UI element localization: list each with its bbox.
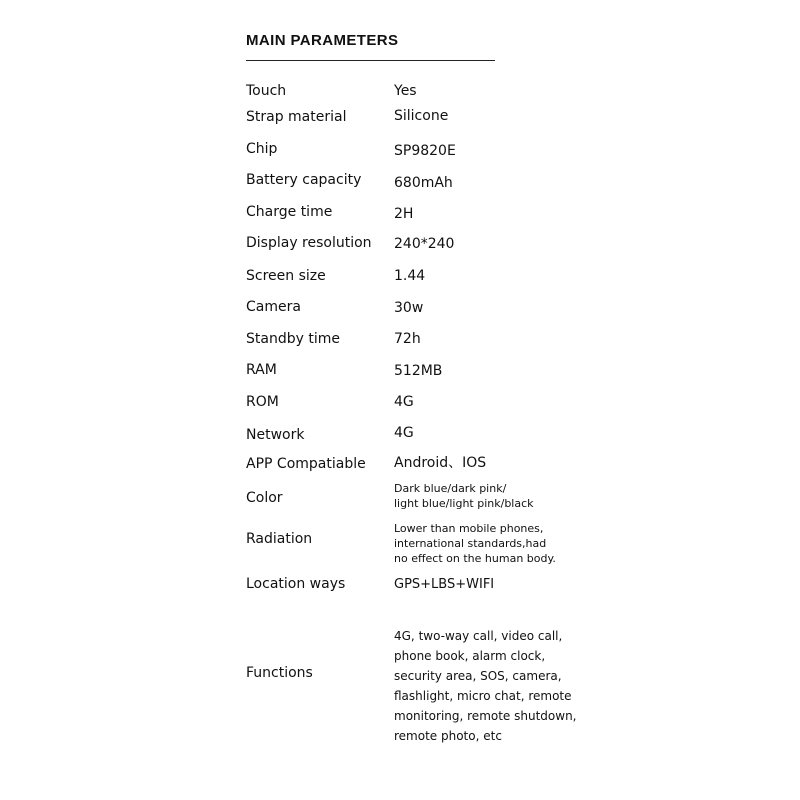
param-value: 680mAh — [394, 175, 453, 191]
param-label: Screen size — [246, 268, 326, 284]
param-label: Standby time — [246, 331, 340, 347]
page-title: MAIN PARAMETERS — [246, 32, 399, 49]
param-value-multiline — [394, 521, 556, 566]
param-value: SP9820E — [394, 143, 456, 159]
param-value: Android、IOS — [394, 455, 487, 471]
param-label: Touch — [246, 83, 287, 99]
param-label: Strap material — [246, 109, 347, 125]
param-value: 240*240 — [394, 236, 455, 252]
param-value: 72h — [394, 331, 421, 347]
param-label: APP Compatiable — [246, 456, 366, 472]
param-value: Yes — [394, 83, 417, 99]
param-value: 4G — [394, 425, 414, 441]
param-value: 512MB — [394, 363, 443, 379]
param-value-line: flashlight, micro chat, remote — [394, 689, 572, 703]
param-value: GPS+LBS+WIFI — [394, 577, 495, 592]
param-label: ROM — [246, 394, 279, 410]
param-value-line: international standards,had — [394, 537, 547, 550]
param-label: Radiation — [246, 531, 313, 547]
param-value-line: monitoring, remote shutdown, — [394, 709, 577, 723]
param-label: Location ways — [246, 576, 346, 592]
param-value: 4G — [394, 394, 414, 410]
param-value-multiline — [394, 626, 576, 746]
param-label: Display resolution — [246, 235, 372, 251]
param-label: Functions — [246, 665, 313, 681]
param-value: 1.44 — [394, 268, 426, 284]
param-value: Silicone — [394, 108, 449, 124]
param-value: 30w — [394, 300, 424, 316]
param-value-line: 4G, two-way call, video call, — [394, 629, 563, 643]
param-label: Battery capacity — [246, 172, 362, 188]
param-value-multiline — [394, 481, 534, 511]
param-value: 2H — [394, 206, 414, 222]
param-value-line: remote photo, etc — [394, 729, 502, 743]
param-label: RAM — [246, 362, 277, 378]
param-label: Charge time — [246, 204, 333, 220]
param-label: Network — [246, 427, 305, 443]
title-underline — [246, 60, 495, 61]
param-label: Color — [246, 490, 283, 506]
param-label: Chip — [246, 141, 278, 157]
param-label: Camera — [246, 299, 301, 315]
param-value-line: light blue/light pink/black — [394, 497, 534, 510]
param-value-line: phone book, alarm clock, — [394, 649, 546, 663]
param-value-line: Dark blue/dark pink/ — [394, 482, 507, 495]
param-value-line: no effect on the human body. — [394, 552, 556, 565]
param-value-line: security area, SOS, camera, — [394, 669, 562, 683]
param-value-line: Lower than mobile phones, — [394, 522, 544, 535]
